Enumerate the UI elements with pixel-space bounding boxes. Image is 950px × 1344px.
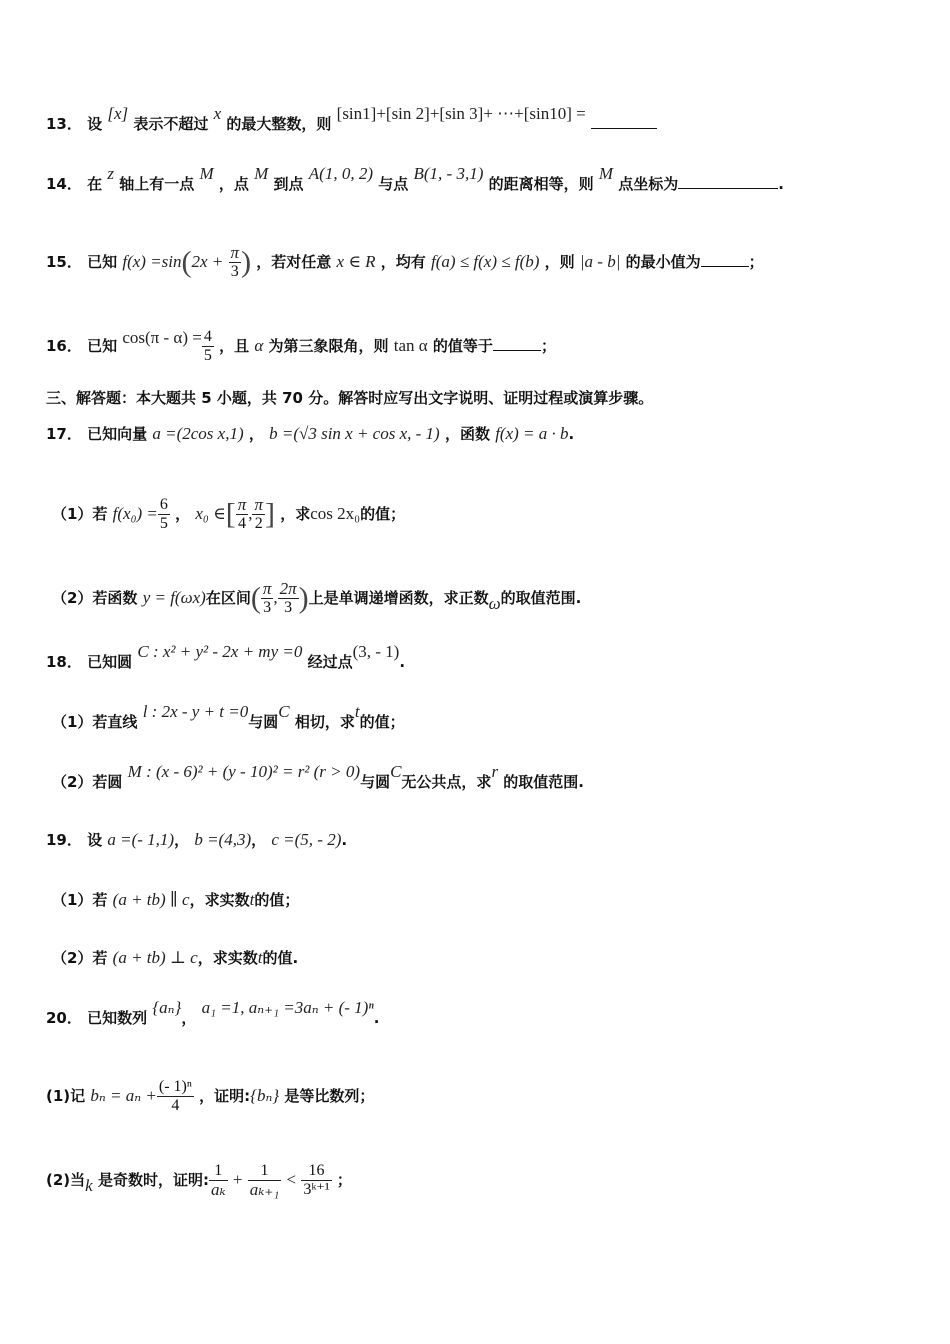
answer-blank bbox=[591, 114, 657, 129]
math-expression: c =(5, - 2) bbox=[271, 830, 342, 849]
question-number: 14． bbox=[46, 175, 82, 193]
question-number: 17． bbox=[46, 425, 82, 443]
fraction: $\frac{\pi}{4}$ bbox=[237, 495, 247, 532]
math-expression: C : x² + y² - 2x + my =0 bbox=[137, 642, 303, 661]
question-17-part-1: （1）若 f(x₀) = $\frac{6}{5}$ ， x₀ ∈[ $\frac{\pi}{4}$ , $\frac{\pi}{2}$ ] ，求cos 2x₀的值； bbox=[52, 495, 406, 532]
answer-blank bbox=[493, 336, 541, 351]
question-17: 17． 已知向量 a =(2cos x,1) ， b =(√3 sin x + cos x, - 1) ，函数 f(x) = a · b. bbox=[46, 424, 575, 443]
math-expression: f(x) = a · b bbox=[495, 424, 569, 443]
math-expression: C bbox=[390, 762, 402, 781]
math-expression: (3, - 1) bbox=[352, 642, 400, 661]
fraction: $\frac{4}{5}$ bbox=[203, 328, 212, 364]
math-expression: bₙ = aₙ + bbox=[90, 1086, 157, 1105]
math-expression: M bbox=[199, 164, 214, 183]
math-expression: {bₙ} bbox=[250, 1086, 280, 1105]
answer-blank bbox=[678, 174, 778, 189]
math-expression: z bbox=[107, 164, 114, 183]
fraction: $\frac{\pi}{2}$ bbox=[254, 495, 263, 532]
math-expression: α bbox=[254, 336, 264, 355]
math-expression: |a - b| bbox=[579, 252, 621, 271]
question-19-part-2: （2）若 (a + tb) ⊥ c，求实数t的值. bbox=[52, 948, 299, 967]
math-expression: cos(π - α) = bbox=[122, 328, 202, 347]
math-expression: a =(2cos x,1) bbox=[152, 424, 244, 443]
question-number: 18． bbox=[46, 653, 82, 671]
math-expression: t bbox=[249, 890, 255, 909]
fraction: $\frac{\pi}{3}$ bbox=[230, 243, 240, 280]
math-expression: k bbox=[85, 1176, 93, 1195]
math-expression: C bbox=[278, 702, 290, 721]
question-14: 14． 在 z 轴上有一点 M ，点 M 到点 A(1, 0, 2) 与点 B(1, - 3,1) 的距离相等，则 M 点坐标为 . bbox=[46, 164, 784, 193]
math-expression: t bbox=[257, 948, 263, 967]
question-number: 20． bbox=[46, 1009, 82, 1027]
question-19-part-1: （1）若 (a + tb) ∥ c，求实数t的值； bbox=[52, 890, 300, 909]
math-expression: b =(√3 sin x + cos x, - 1) bbox=[269, 424, 440, 443]
question-13: 13． 设 [x] 表示不超过 x 的最大整数，则 [sin1]+[sin 2]+[sin 3]+ ⋯+[sin10] = bbox=[46, 114, 657, 134]
fraction: $\frac{1}{\text{aₖ}}$ bbox=[210, 1162, 226, 1199]
question-16: 16． 已知 cos(π - α) = $\frac{4}{5}$ ，且 α 为第三象限角，则 tan α 的值等于 ； bbox=[46, 328, 556, 364]
math-expression: r bbox=[491, 762, 499, 781]
question-20-part-2: (2)当k 是奇数时，证明: $\frac{1}{\text{aₖ}}$ + $\frac{1}{\text{aₖ₊₁}}$ < $\frac{16}{\text{3ᵏ⁺¹}}$ ； bbox=[46, 1162, 352, 1199]
question-18-part-1: （1）若直线 l : 2x - y + t =0与圆C 相切，求t的值； bbox=[52, 702, 405, 731]
math-expression: f(x₀) = bbox=[112, 504, 158, 523]
math-expression: (a + tb) ⊥ c bbox=[112, 948, 198, 967]
math-expression: ω bbox=[488, 594, 501, 613]
math-expression: f(a) ≤ f(x) ≤ f(b) bbox=[431, 252, 540, 271]
section-heading: 三、解答题：本大题共 5 小题，共 70 分。解答时应写出文字说明、证明过程或演算步骤。 bbox=[46, 389, 654, 407]
fraction: $\frac{\text{(- 1)ⁿ}}{4}$ bbox=[158, 1078, 192, 1114]
math-expression: [sin1]+[sin 2]+[sin 3]+ ⋯+[sin10] = bbox=[336, 104, 586, 123]
question-number: 15． bbox=[46, 253, 82, 271]
math-expression: cos 2x₀ bbox=[310, 504, 361, 523]
fraction: $\frac{6}{5}$ bbox=[159, 496, 168, 532]
math-expression: x₀ ∈ bbox=[195, 504, 226, 523]
fraction: $\frac{16}{\text{3ᵏ⁺¹}}$ bbox=[303, 1162, 330, 1198]
question-17-part-2: （2）若函数 y = f(ωx)在区间( $\frac{\pi}{3}$ , $\frac{2\pi}{3}$ )上是单调递增函数，求正数ω的取值范围. bbox=[52, 579, 582, 616]
question-15: 15． 已知 f(x) =sin(2x + $\frac{\pi}{3}$ ) ，若对任意 x ∈ R ，均有 f(a) ≤ f(x) ≤ f(b) ，则 |a - b| 的最小值为 ； bbox=[46, 243, 764, 280]
math-expression: y = f(ωx) bbox=[142, 588, 206, 607]
math-expression: M bbox=[598, 164, 614, 183]
math-expression: (a + tb) ∥ c bbox=[112, 890, 190, 909]
answer-blank bbox=[701, 252, 749, 267]
math-expression: x ∈ R bbox=[336, 252, 376, 271]
math-expression: [x] bbox=[107, 104, 129, 123]
question-number: 16． bbox=[46, 337, 82, 355]
question-number: 13． bbox=[46, 115, 82, 133]
fraction: $\frac{1}{\text{aₖ₊₁}}$ bbox=[249, 1162, 280, 1199]
question-number: 19． bbox=[46, 831, 82, 849]
math-expression: a₁ =1, aₙ₊₁ =3aₙ + (- 1)ⁿ bbox=[201, 998, 374, 1017]
question-20: 20． 已知数列 {aₙ}， a₁ =1, aₙ₊₁ =3aₙ + (- 1)ⁿ. bbox=[46, 998, 380, 1027]
question-19: 19． 设 a =(- 1,1)， b =(4,3)， c =(5, - 2). bbox=[46, 830, 348, 849]
math-expression: M : (x - 6)² + (y - 10)² = r² (r > 0) bbox=[127, 762, 361, 781]
question-20-part-1: (1)记 bₙ = aₙ + $\frac{\text{(- 1)ⁿ}}{4}$ ，证明:{bₙ} 是等比数列； bbox=[46, 1078, 375, 1114]
fraction: $\frac{\pi}{3}$ bbox=[262, 579, 272, 616]
math-expression: A(1, 0, 2) bbox=[308, 164, 373, 183]
math-expression: a =(- 1,1) bbox=[107, 830, 175, 849]
math-expression: M bbox=[254, 164, 269, 183]
question-18-part-2: （2）若圆 M : (x - 6)² + (y - 10)² = r² (r > 0)与圆C无公共点，求r 的取值范围. bbox=[52, 762, 584, 791]
math-expression: b =(4,3) bbox=[194, 830, 252, 849]
math-expression: x bbox=[213, 104, 222, 123]
math-expression: t bbox=[354, 702, 360, 721]
math-expression: tan α bbox=[393, 336, 428, 355]
math-expression: {aₙ} bbox=[152, 998, 182, 1017]
math-expression: l : 2x - y + t =0 bbox=[142, 702, 249, 721]
math-expression: B(1, - 3,1) bbox=[413, 164, 484, 183]
fraction: $\frac{2\pi}{3}$ bbox=[279, 579, 297, 616]
math-expression: f(x) =sin bbox=[122, 252, 182, 271]
question-18: 18． 已知圆 C : x² + y² - 2x + my =0 经过点(3, - 1). bbox=[46, 642, 406, 671]
